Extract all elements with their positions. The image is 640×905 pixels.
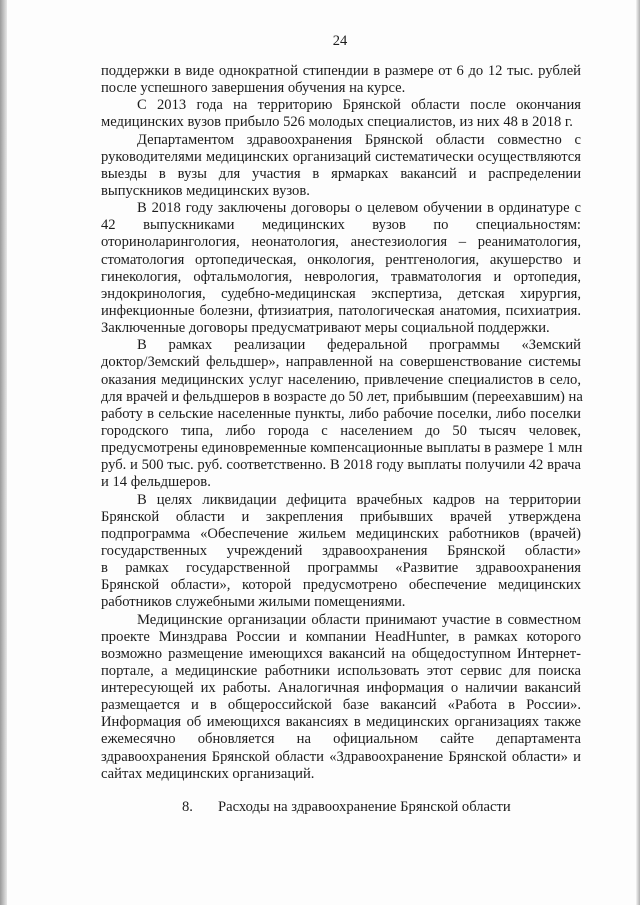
text-line: поддержки в виде однократной стипендии в размере от 6 до 12 тыс. рублей — [101, 63, 581, 79]
text-line: медицинских вузов прибыло 526 молодых специалистов, из них 48 в 2018 г. — [101, 114, 573, 131]
section-title: Расходы на здравоохранение Брянской области — [218, 799, 511, 815]
paragraph — [101, 200, 581, 337]
paragraph — [101, 132, 581, 201]
text-line: стоматология ортопедическая, онкология, рентгенология, акушерство и — [101, 251, 581, 268]
text-line: и 14 фельдшеров. — [101, 474, 211, 491]
text-line: государственных учреждений здравоохранения Брянской области» — [101, 542, 581, 559]
scan-edge-left — [0, 0, 7, 905]
text-line: В целях ликвидации дефицита врачебных кадров на территории — [137, 491, 581, 508]
text-line: предусмотрены единовременные компенсационные выплаты в размере 1 млн — [101, 440, 583, 457]
text-line: работников служебными жилыми помещениями. — [101, 594, 406, 611]
text-line: Департаментом здравоохранения Брянской области совместно с — [137, 131, 581, 148]
text-line: выезды в вузы для участия в ярмарках вакансий и распределении — [101, 165, 581, 182]
text-line: оказания медицинских услуг населению, привлечение специалистов в село, — [101, 371, 581, 388]
text-line: размещается и в общероссийской базе вакансий «Работа в России». — [101, 697, 581, 714]
section-number: 8. — [182, 799, 193, 815]
text-line: В рамках реализации федеральной программы «Земский — [137, 337, 581, 354]
body-text — [101, 63, 581, 783]
text-line: доктор/Земский фельдшер», направленной на совершенствование системы — [101, 354, 581, 371]
text-line: В 2018 году заключены договоры о целевом обучении в ординатуре с — [137, 200, 581, 217]
text-line: портале, а медицинские работники использовать этот сервис для поиска — [101, 662, 581, 679]
paragraph — [101, 63, 581, 97]
text-line: Брянской области и закрепления прибывших врачей утверждена — [101, 508, 581, 525]
text-line: С 2013 года на территорию Брянской области после окончания — [137, 97, 581, 114]
text-line: эндокринология, судебно-медицинская экспертиза, детская хирургия, — [101, 285, 581, 302]
text-line: 42 выпускниками медицинских вузов по специальностям: — [101, 217, 581, 234]
text-line: проекте Минздрава России и компании HeadHunter, в рамках которого — [101, 628, 581, 645]
text-line: Заключенные договоры предусматривают меры социальной поддержки. — [101, 320, 550, 337]
text-line: инфекционные болезни, фтизиатрия, патологическая анатомия, психиатрия. — [101, 302, 581, 319]
paragraph — [101, 492, 581, 612]
text-line: выпускников медицинских вузов. — [101, 182, 310, 199]
paragraph — [101, 97, 581, 131]
text-line: Брянской области», которой предусмотрено обеспечение медицинских — [101, 577, 581, 594]
text-line: ежемесячно обновляется на официальном сайте департамента — [101, 731, 581, 748]
text-line: оториноларингология, неонатология, анестезиология – реаниматология, — [101, 234, 581, 251]
text-line: Информация об имеющихся вакансиях в медицинских организациях также — [101, 714, 581, 731]
text-line: руководителями медицинских организаций систематически осуществляются — [101, 148, 581, 165]
text-line: подпрограмма «Обеспечение жильем медицинских работников (врачей) — [101, 525, 581, 542]
text-line: сайтах медицинских организаций. — [101, 765, 315, 782]
text-line: возможно размещение имеющихся вакансий на общедоступном Интернет- — [101, 645, 581, 662]
scan-edge-right — [636, 0, 640, 905]
text-line: здравоохранения Брянской области «Здравоохранение Брянской области» и — [101, 748, 581, 765]
section-heading — [182, 799, 511, 816]
page-number: 24 — [332, 33, 348, 49]
text-line: городского типа, либо города с населением до 50 тысяч человек, — [101, 422, 581, 439]
text-line: для врачей и фельдшеров в возрасте до 50 лет, прибывшим (переехавшим) на — [101, 388, 583, 405]
text-line: гинекология, офтальмология, неврология, травматология и ортопедия, — [101, 268, 581, 285]
text-line: руб. и 500 тыс. руб. соответственно. В 2018 году выплаты получили 42 врача — [101, 457, 581, 474]
text-line: работу в сельские населенные пункты, либо рабочие поселки, либо поселки — [101, 405, 581, 422]
text-line: Медицинские организации области принимают участие в совместном — [137, 611, 581, 628]
text-line: в рамках государственной программы «Развитие здравоохранения — [101, 560, 581, 577]
paragraph — [101, 612, 581, 783]
text-line: после успешного завершения обучения на курсе. — [101, 80, 406, 97]
text-line: интересующей их работы. Аналогичная информация о наличии вакансий — [101, 680, 581, 697]
paragraph — [101, 337, 581, 491]
